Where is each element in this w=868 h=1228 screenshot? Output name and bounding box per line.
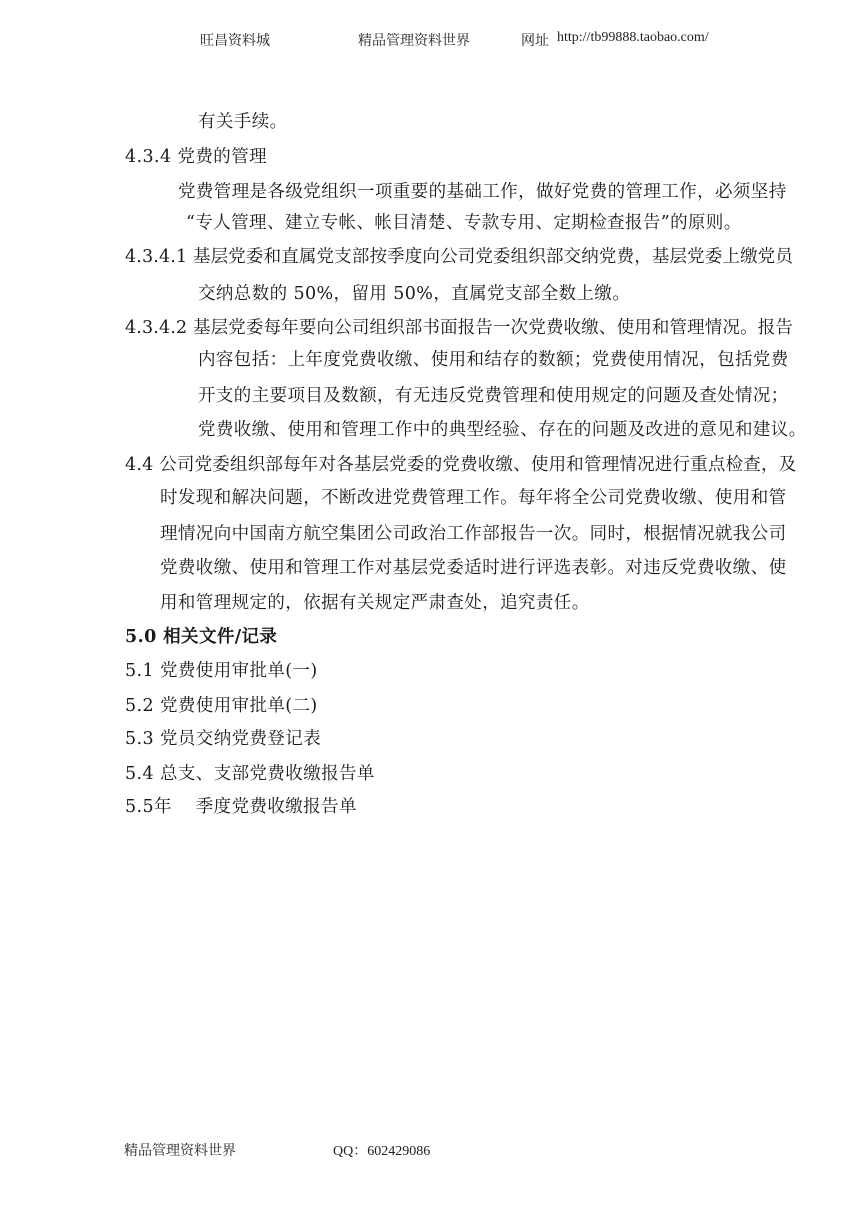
paragraph-line: 党费管理是各级党组织一项重要的基础工作，做好党费的管理工作，必须坚持 [178,182,787,202]
paragraph-line: 党费收缴、使用和管理工作对基层党委适时进行评选表彰。对违反党费收缴、使 [160,558,787,578]
paragraph-line: 用和管理规定的，依据有关规定严肃查处，追究责任。 [160,593,590,613]
section-4-4-line: 4.4 公司党委组织部每年对各基层党委的党费收缴、使用和管理情况进行重点检查，及 [125,455,797,475]
paragraph-line: 党费收缴、使用和管理工作中的典型经验、存在的问题及改进的意见和建议。 [198,420,807,440]
section-4-3-4-2-line: 4.3.4.2 基层党委每年要向公司组织部书面报告一次党费收缴、使用和管理情况。报告 [125,318,794,338]
footer-qq: QQ：602429086 [333,1144,431,1159]
paragraph-line: 时发现和解决问题，不断改进党费管理工作。每年将全公司党费收缴、使用和管 [160,488,787,508]
paragraph-line: 开支的主要项目及数额，有无违反党费管理和使用规定的问题及查处情况； [198,386,789,406]
header-url-label: 网址 [521,34,549,49]
section-5-0-heading: 5.0 相关文件/记录 [125,627,278,647]
record-item: 5.4 总支、支部党费收缴报告单 [125,764,375,784]
paragraph-line: 交纳总数的 50%，留用 50%，直属党支部全数上缴。 [198,284,631,304]
record-item: 5.3 党员交纳党费登记表 [125,729,322,749]
header-shop-name: 旺昌资料城 [200,34,270,49]
paragraph-line: “专人管理、建立专帐、帐目清楚、专款专用、定期检查报告”的原则。 [186,213,742,233]
record-item: 5.5年 季度党费收缴报告单 [125,797,357,817]
paragraph-line: 理情况向中国南方航空集团公司政治工作部报告一次。同时，根据情况就我公司 [160,524,787,544]
paragraph-line: 有关手续。 [198,112,288,132]
paragraph-line: 内容包括：上年度党费收缴、使用和结存的数额；党费使用情况，包括党费 [198,350,789,370]
header-url-link[interactable]: http://tb99888.taobao.com/ [557,30,709,45]
section-4-3-4-1-line: 4.3.4.1 基层党委和直属党支部按季度向公司党委组织部交纳党费，基层党委上缴党员 [125,247,794,267]
record-item: 5.1 党费使用审批单(一) [125,661,318,681]
record-item: 5.2 党费使用审批单(二) [125,696,318,716]
header-site-name: 精品管理资料世界 [358,34,470,49]
footer-site-name: 精品管理资料世界 [124,1144,236,1159]
section-4-3-4-heading: 4.3.4 党费的管理 [125,147,267,167]
